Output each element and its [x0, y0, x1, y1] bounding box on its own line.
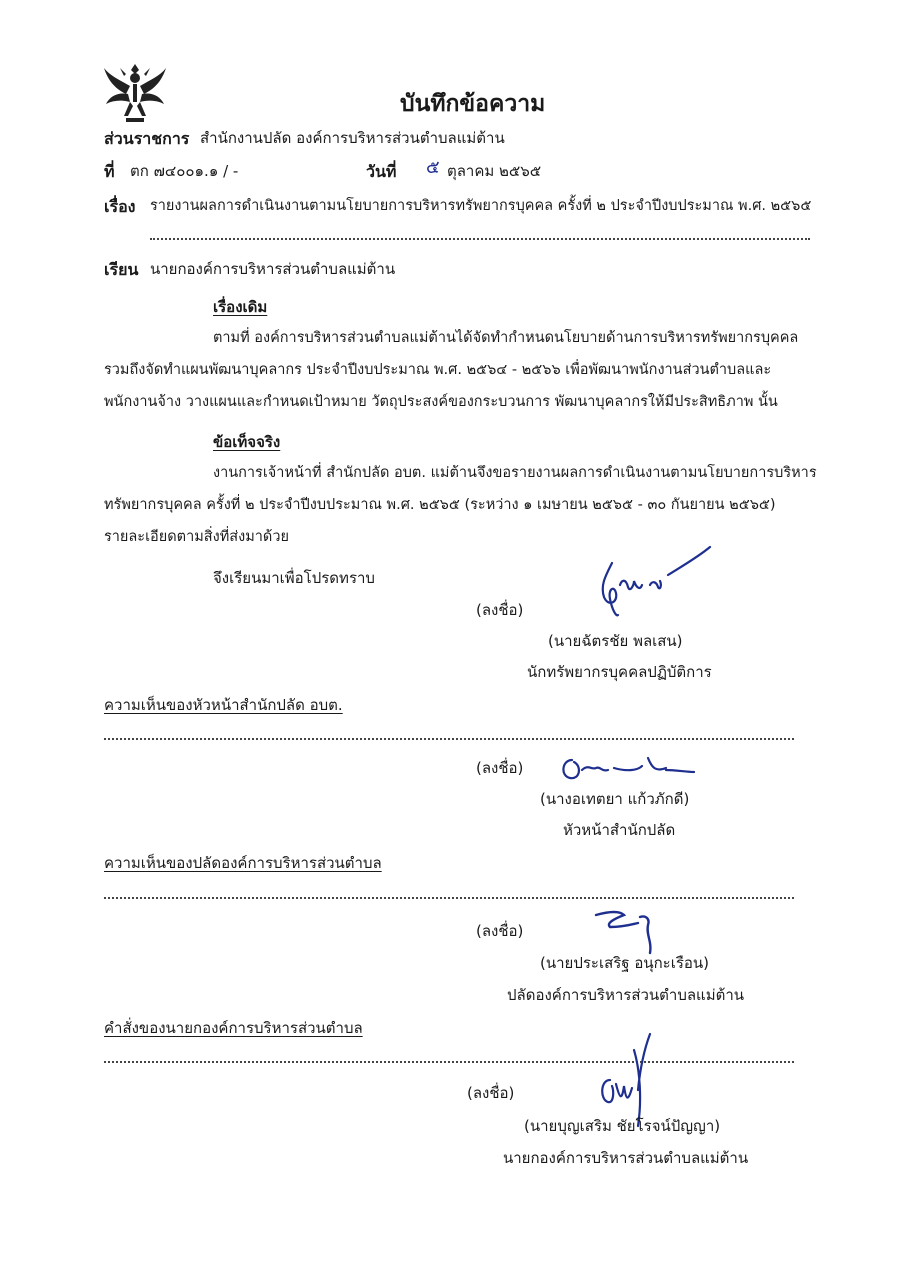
author-signature-icon [588, 545, 718, 625]
agency-label: ส่วนราชการ [104, 129, 190, 148]
background-line: พนักงานจ้าง วางแผนและกำหนดเป้าหมาย วัตถุประสงค์ของกระบวนการ พัฒนาบุคลากรให้มีประสิทธิภาพ นั้น [104, 394, 778, 410]
date-day: ๕ [426, 157, 440, 178]
mayor-order-line [104, 1061, 794, 1063]
section-head-opinion-label: ความเห็นของหัวหน้าสำนักปลัด อบต. [104, 696, 343, 714]
background-line: ตามที่ องค์การบริหารส่วนตำบลแม่ต้านได้จัดทำกำหนดนโยบายด้านการบริหารทรัพยากรบุคคล [213, 330, 799, 346]
date-rest: ตุลาคม ๒๕๖๕ [447, 162, 542, 180]
facts-line: รายละเอียดตามสิ่งที่ส่งมาด้วย [104, 529, 289, 545]
subject-label: เรื่อง [104, 197, 136, 216]
author-name: (นายฉัตรชัย พลเสน) [548, 632, 683, 650]
subject-divider [150, 238, 810, 240]
section-head-position: หัวหน้าสำนักปลัด [563, 821, 676, 839]
mayor-order-label: คำสั่งของนายกองค์การบริหารส่วนตำบล [104, 1019, 363, 1037]
background-line: รวมถึงจัดทำแผนพัฒนาบุคลากร ประจำปีงบประมาณ พ.ศ. ๒๕๖๔ - ๒๕๖๖ เพื่อพัฒนาพนักงานส่วนตำบลและ [104, 362, 772, 378]
mayor-position: นายกองค์การบริหารส่วนตำบลแม่ต้าน [503, 1149, 749, 1167]
facts-line: งานการเจ้าหน้าที่ สำนักปลัด อบต. แม่ต้านจึงขอรายงานผลการดำเนินงานตามนโยบายการบริหาร [213, 465, 817, 481]
garuda-emblem-icon [100, 58, 170, 132]
author-position: นักทรัพยากรบุคคลปฏิบัติการ [527, 663, 712, 681]
facts-heading: ข้อเท็จจริง [213, 433, 281, 451]
ref-value: ตก ๗๔๐๐๑.๑ / - [130, 162, 239, 180]
deputy-signature-icon [590, 905, 670, 955]
section-head-signature-icon [558, 748, 698, 788]
background-heading: เรื่องเดิม [213, 298, 268, 316]
section-head-name: (นางอเทตยา แก้วภักดี) [540, 790, 690, 808]
date-label: วันที่ [366, 162, 397, 181]
facts-line: ทรัพยากรบุคคล ครั้งที่ ๒ ประจำปีงบประมาณ พ.ศ. ๒๕๖๕ (ระหว่าง ๑ เมษายน ๒๕๖๕ - ๓๐ กันยายน ๒๕๖๕) [104, 497, 776, 513]
deputy-sign-label: (ลงชื่อ) [476, 922, 524, 940]
mayor-signature-icon [594, 1030, 664, 1130]
to-value: นายกองค์การบริหารส่วนตำบลแม่ต้าน [150, 260, 396, 278]
deputy-opinion-line [104, 897, 794, 899]
closing-line: จึงเรียนมาเพื่อโปรดทราบ [213, 569, 375, 587]
memo-title: บันทึกข้อความ [400, 91, 546, 117]
mayor-sign-label: (ลงชื่อ) [467, 1084, 515, 1102]
to-label: เรียน [104, 260, 139, 279]
author-sign-label: (ลงชื่อ) [476, 601, 524, 619]
section-head-opinion-line [104, 738, 794, 740]
agency-value: สำนักงานปลัด องค์การบริหารส่วนตำบลแม่ต้าน [200, 129, 505, 147]
mayor-name: (นายบุญเสริม ชัยโรจน์ปัญญา) [524, 1117, 721, 1135]
deputy-opinion-label: ความเห็นของปลัดองค์การบริหารส่วนตำบล [104, 854, 382, 872]
subject-value: รายงานผลการดำเนินงานตามนโยบายการบริหารทรัพยากรบุคคล ครั้งที่ ๒ ประจำปีงบประมาณ พ.ศ. ๒๕๖๕ [150, 198, 812, 214]
deputy-position: ปลัดองค์การบริหารส่วนตำบลแม่ต้าน [507, 986, 745, 1004]
section-head-sign-label: (ลงชื่อ) [476, 759, 524, 777]
ref-label: ที่ [104, 162, 115, 181]
deputy-name: (นายประเสริฐ อนุกะเรือน) [540, 954, 710, 972]
